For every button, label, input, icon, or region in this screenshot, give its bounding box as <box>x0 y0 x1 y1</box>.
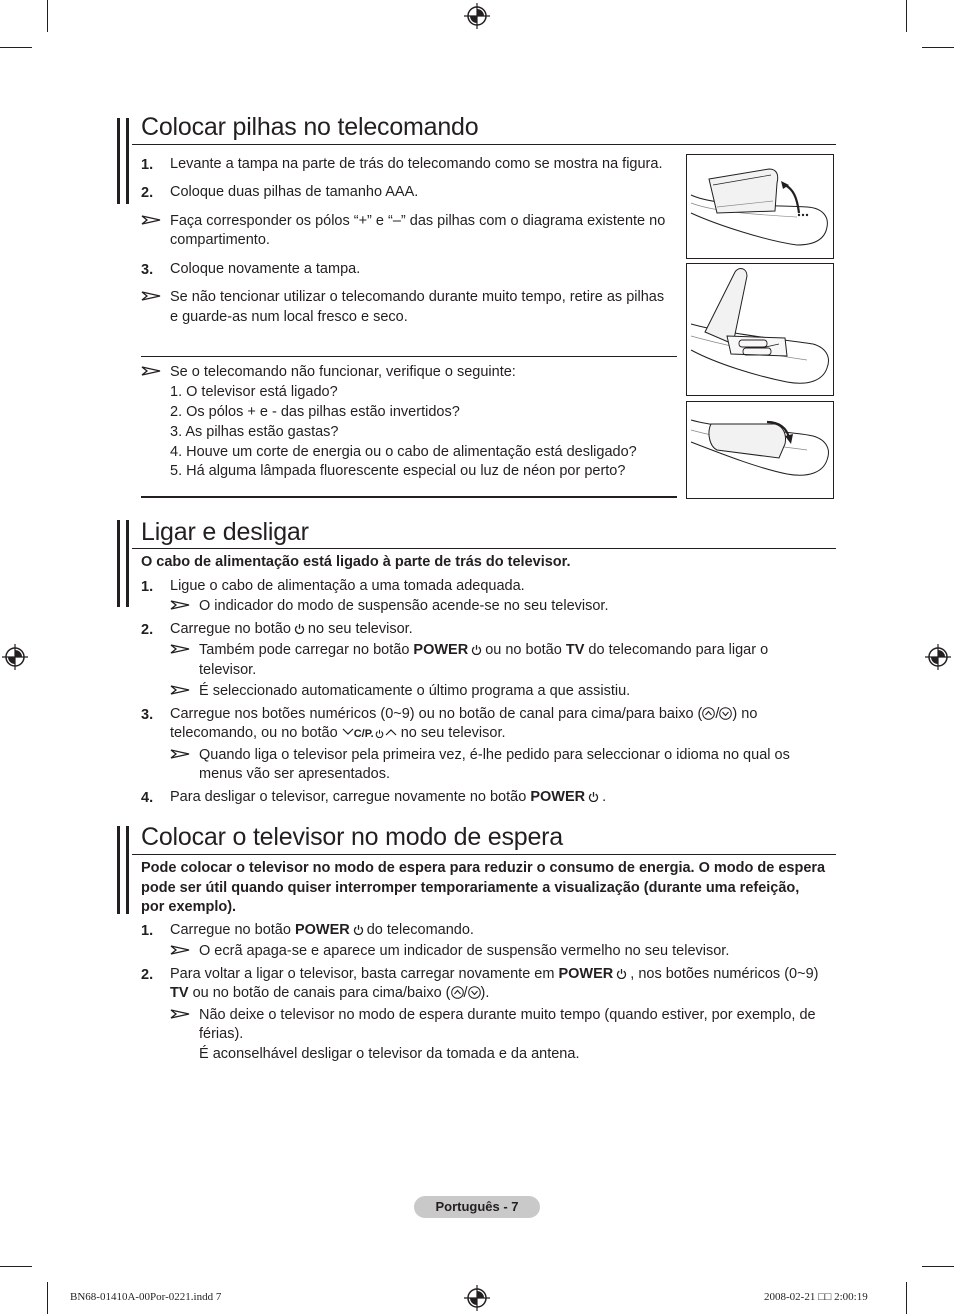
crop-mark <box>922 1266 954 1267</box>
step-text-part: ou no botão de canais para cima/baixo ( <box>192 985 451 1001</box>
step-text-part: Carregue nos botões numéricos (0~9) ou no botão de canal para cima/para baixo ( <box>170 706 703 722</box>
note-text: É seleccionado automaticamente o último programa a que assistiu. <box>199 683 631 699</box>
power-icon <box>471 644 482 655</box>
step-text-part: / <box>715 706 720 722</box>
power-label: POWER <box>294 922 350 938</box>
step-text-part: Carregue no botão <box>170 922 291 938</box>
note-text: compartimento. <box>170 232 270 248</box>
check-intro: Se o telecomando não funcionar, verifique o seguinte: <box>170 364 516 380</box>
remote-insert-batteries-illustration <box>686 263 834 396</box>
step-number: 2. <box>141 967 154 983</box>
note-text: O ecrã apaga-se e aparece um indicador de suspensão vermelho no seu televisor. <box>199 943 730 959</box>
section-intro: pode ser útil quando quiser interromper temporariamente a visualização (durante uma refeição, <box>141 880 800 896</box>
step-text-part: Carregue no botão <box>170 621 291 637</box>
note-text: e guarde-as num local fresco e seco. <box>170 309 408 325</box>
crop-mark <box>906 1282 907 1314</box>
note-text: Faça corresponder os pólos “+” e “–” das pilhas com o diagrama existente no <box>170 213 666 229</box>
step-text <box>170 965 818 985</box>
tv-label: TV <box>170 985 189 1001</box>
step-text-part: / <box>463 985 468 1001</box>
step-text-part: no seu televisor. <box>400 725 506 741</box>
divider <box>141 496 677 498</box>
power-icon <box>588 791 599 802</box>
section-title-standby: Colocar o televisor no modo de espera <box>141 823 564 851</box>
step-text-part: ) no <box>732 706 758 722</box>
power-label: POWER <box>413 642 469 658</box>
power-label: POWER <box>558 966 614 982</box>
note-text: Não deixe o televisor no modo de espera durante muito tempo (quando estiver, por exemplo, de <box>199 1007 816 1023</box>
note-arrow-icon <box>170 685 190 695</box>
section-bar <box>126 826 129 914</box>
crop-mark <box>906 0 907 32</box>
note-arrow-icon <box>170 749 190 759</box>
step-number: 3. <box>141 707 154 723</box>
divider <box>141 356 677 357</box>
check-item: 3. As pilhas estão gastas? <box>170 424 339 440</box>
check-item: 2. Os pólos + e - das pilhas estão invertidos? <box>170 404 460 420</box>
channel-up-icon <box>702 707 715 720</box>
crop-mark <box>47 1282 48 1314</box>
step-text-part: ). <box>480 985 490 1001</box>
step-text-part: do telecomando. <box>366 922 474 938</box>
section-rule <box>132 854 836 855</box>
print-slug-right: 2008-02-21 □□ 2:00:19 <box>764 1291 868 1303</box>
step-text <box>170 788 606 808</box>
section-title-batteries: Colocar pilhas no telecomando <box>141 113 479 141</box>
note-text: televisor. <box>199 662 257 678</box>
chevron-up-icon <box>385 728 397 736</box>
power-icon <box>375 729 384 738</box>
step-text-part: no seu televisor. <box>307 621 413 637</box>
chevron-down-icon <box>342 728 354 736</box>
channel-up-icon <box>451 986 464 999</box>
step-text: Coloque novamente a tampa. <box>170 261 361 277</box>
note-arrow-icon <box>170 600 190 610</box>
section-bar <box>117 826 120 914</box>
page-number-badge: Português - 7 <box>414 1196 540 1218</box>
channel-down-icon <box>719 707 732 720</box>
registration-mark-icon <box>464 3 490 29</box>
step-text: Coloque duas pilhas de tamanho AAA. <box>170 184 419 200</box>
step-number: 1. <box>141 923 154 939</box>
tv-label: TV <box>565 642 585 658</box>
step-number: 1. <box>141 157 154 173</box>
section-bar <box>126 520 129 607</box>
section-title-power: Ligar e desligar <box>141 518 309 546</box>
step-text-part: Para voltar a ligar o televisor, basta carregar novamente em <box>170 966 555 982</box>
step-text-part: . <box>602 789 607 805</box>
note-text: Se não tencionar utilizar o telecomando durante muito tempo, retire as pilhas <box>170 289 665 305</box>
note-arrow-icon <box>170 945 190 955</box>
note-text: É aconselhável desligar o televisor da tomada e da antena. <box>199 1046 580 1062</box>
step-text <box>170 921 474 941</box>
note-arrow-icon <box>141 366 161 376</box>
step-text: Levante a tampa na parte de trás do telecomando como se mostra na figura. <box>170 156 663 172</box>
note-arrow-icon <box>170 1009 190 1019</box>
remote-open-cover-illustration <box>686 154 834 259</box>
step-text-part: telecomando, ou no botão <box>170 725 338 741</box>
crop-mark <box>0 1266 32 1267</box>
step-text <box>170 705 757 725</box>
registration-mark-icon <box>464 1285 490 1311</box>
note-text: Quando liga o televisor pela primeira vez, é-lhe pedido para seleccionar o idioma no qual os <box>199 747 790 763</box>
power-icon <box>616 968 627 979</box>
note-arrow-icon <box>170 644 190 654</box>
remote-close-cover-illustration <box>686 401 834 499</box>
note-arrow-icon <box>141 291 161 301</box>
section-intro: por exemplo). <box>141 899 237 915</box>
print-slug-left: BN68-01410A-00Por-0221.indd 7 <box>70 1291 222 1303</box>
note-text: menus vão ser apresentados. <box>199 766 391 782</box>
section-bar <box>117 118 120 204</box>
section-rule <box>132 144 836 145</box>
step-number: 2. <box>141 185 154 201</box>
note-part: ou no botão <box>485 642 562 658</box>
power-label: POWER <box>530 789 586 805</box>
section-intro: Pode colocar o televisor no modo de espera para reduzir o consumo de energia. O modo de espera <box>141 860 826 876</box>
note-text: O indicador do modo de suspensão acende-se no seu televisor. <box>199 598 609 614</box>
note-text <box>199 641 768 661</box>
power-icon <box>353 924 364 935</box>
registration-mark-icon <box>925 644 951 670</box>
note-arrow-icon <box>141 215 161 225</box>
power-icon <box>294 623 305 634</box>
check-item: 1. O televisor está ligado? <box>170 384 338 400</box>
step-text: Ligue o cabo de alimentação a uma tomada adequada. <box>170 578 525 594</box>
note-text: férias). <box>199 1026 244 1042</box>
step-text-part: Para desligar o televisor, carregue novamente no botão <box>170 789 527 805</box>
step-text-part: , nos botões numéricos (0~9) <box>630 966 819 982</box>
step-text <box>170 620 413 640</box>
note-part: do telecomando para ligar o <box>588 642 769 658</box>
cp-label: C/P. <box>353 728 374 740</box>
step-number: 1. <box>141 579 154 595</box>
step-number: 4. <box>141 790 154 806</box>
note-part: Também pode carregar no botão <box>199 642 410 658</box>
step-number: 3. <box>141 262 154 278</box>
section-bar <box>126 118 129 204</box>
step-text <box>170 984 489 1004</box>
section-bar <box>117 520 120 607</box>
step-number: 2. <box>141 622 154 638</box>
crop-mark <box>922 47 954 48</box>
registration-mark-icon <box>2 644 28 670</box>
channel-down-icon <box>468 986 481 999</box>
check-item: 5. Há alguma lâmpada fluorescente especial ou luz de néon por perto? <box>170 463 626 479</box>
crop-mark <box>47 0 48 32</box>
crop-mark <box>0 47 32 48</box>
section-rule <box>132 548 836 549</box>
step-text <box>170 724 506 745</box>
section-intro: O cabo de alimentação está ligado à parte de trás do televisor. <box>141 554 571 570</box>
check-item: 4. Houve um corte de energia ou o cabo de alimentação está desligado? <box>170 444 637 460</box>
